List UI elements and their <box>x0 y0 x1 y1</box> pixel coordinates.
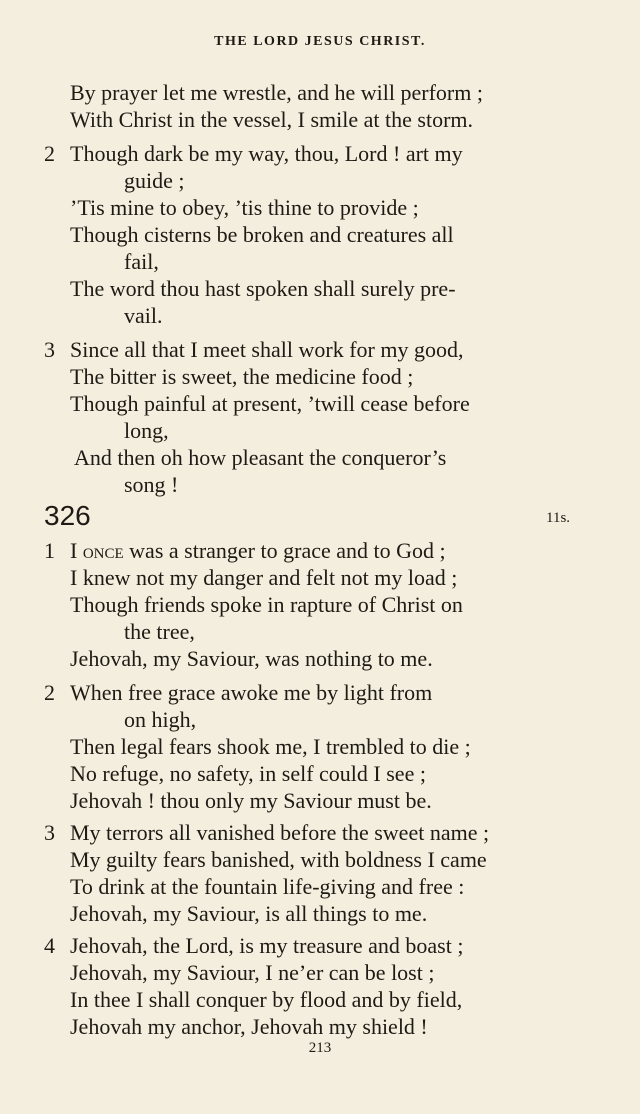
verse-line: on high, <box>124 707 197 732</box>
verse-line: vail. <box>124 303 163 328</box>
verse-line: ’Tis mine to obey, ’tis thine to provide ; <box>70 195 419 220</box>
verse-line: Jehovah, my Saviour, is all things to me. <box>70 901 428 926</box>
verse-line: fail, <box>124 249 159 274</box>
verse-line: The bitter is sweet, the medicine food ; <box>70 364 414 389</box>
verse-number: 4 <box>44 933 55 958</box>
verse-line: I knew not my danger and felt not my load ; <box>70 565 458 590</box>
verse-line: Though dark be my way, thou, Lord ! art my <box>70 141 463 166</box>
verse-number: 2 <box>44 680 55 705</box>
verse-line: the tree, <box>124 619 195 644</box>
verse-line: Since all that I meet shall work for my good, <box>70 337 464 362</box>
first-word: I once <box>70 538 124 563</box>
verse-line: Jehovah, the Lord, is my treasure and boast ; <box>70 933 464 958</box>
verse-line: When free grace awoke me by light from <box>70 680 433 705</box>
verse-line: song ! <box>124 472 179 497</box>
verse-line: Though painful at present, ’twill cease before <box>70 391 470 416</box>
verse-line: By prayer let me wrestle, and he will perform ; <box>70 80 483 105</box>
verse-number: 1 <box>44 538 55 563</box>
verse-line: With Christ in the vessel, I smile at the storm. <box>70 107 474 132</box>
page-number: 213 <box>308 1040 332 1056</box>
verse-line: Then legal fears shook me, I trembled to die ; <box>70 734 471 759</box>
verse-line: No refuge, no safety, in self could I see ; <box>70 761 426 786</box>
verse-number: 3 <box>44 820 55 845</box>
verse-line: To drink at the fountain life-giving and free : <box>70 874 465 899</box>
running-header: THE LORD JESUS CHRIST. <box>214 34 426 49</box>
verse-line: My guilty fears banished, with boldness I came <box>70 847 487 872</box>
verse-line: Jehovah my anchor, Jehovah my shield ! <box>70 1014 428 1039</box>
verse-line: long, <box>124 418 169 443</box>
verse-line: In thee I shall conquer by flood and by field, <box>70 987 463 1012</box>
verse-line: Jehovah, my Saviour, was nothing to me. <box>70 646 433 671</box>
verse-line: guide ; <box>124 168 185 193</box>
verse-number: 3 <box>44 337 55 362</box>
hymn-number: 326 <box>44 500 91 531</box>
verse-line: The word thou hast spoken shall surely pre- <box>70 276 456 301</box>
verse-line: Though friends spoke in rapture of Christ on <box>70 592 463 617</box>
verse-number: 2 <box>44 141 55 166</box>
verse-line: Jehovah, my Saviour, I ne’er can be lost ; <box>70 960 435 985</box>
verse-line-rest: was a stranger to grace and to God ; <box>123 538 446 563</box>
verse-line: Jehovah ! thou only my Saviour must be. <box>70 788 432 813</box>
verse-line <box>70 538 446 564</box>
verse-line: And then oh how pleasant the conqueror’s <box>74 445 447 470</box>
hymn-meter: 11s. <box>546 510 571 526</box>
verse-line: Though cisterns be broken and creatures all <box>70 222 454 247</box>
verse-line: My terrors all vanished before the sweet name ; <box>70 820 490 845</box>
